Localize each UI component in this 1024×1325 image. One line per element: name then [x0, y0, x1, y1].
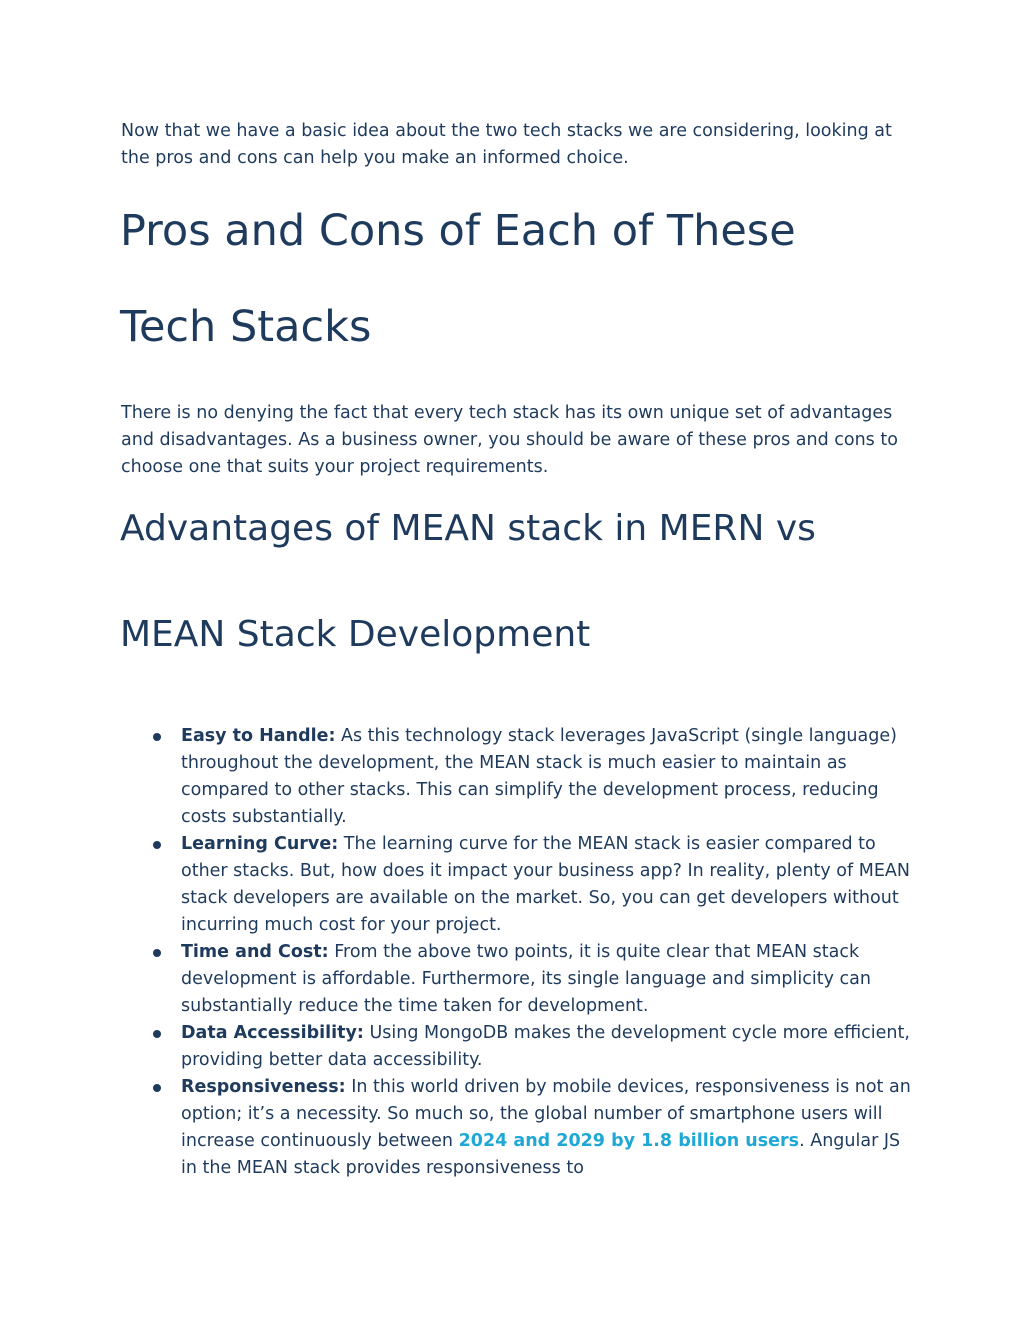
list-item-title: Learning Curve:	[181, 834, 339, 854]
list-item-data-accessibility	[121, 1020, 911, 1074]
list-item-text: In this world driven by mobile devices, responsiveness is not an option; it’s a necessity. So much so, the global number of smartphone users will increase continuously between	[181, 1077, 911, 1151]
list-item-text: Using MongoDB makes the development cycle more efficient, providing better data accessibility.	[181, 1023, 910, 1070]
bullet-icon	[153, 841, 161, 849]
list-item-title: Data Accessibility:	[181, 1023, 364, 1043]
main-heading-line-1: Pros and Cons of Each of These	[120, 206, 796, 256]
smartphone-users-link[interactable]: 2024 and 2029 by 1.8 billion users	[458, 1131, 800, 1151]
list-item-text-after: . Angular JS in the MEAN stack provides responsiveness to	[181, 1131, 901, 1178]
list-item-easy-to-handle	[121, 723, 911, 831]
list-item-text: As this technology stack leverages JavaScript (single language) throughout the development, the MEAN stack is much easier to maintain as compared to other stacks. This can simplify the development process, reducing costs substantially.	[181, 726, 897, 827]
list-item-text: The learning curve for the MEAN stack is easier compared to other stacks. But, how does it impact your business app? In reality, plenty of MEAN stack developers are available on the market. So, you can get developers without incurring much cost for your project.	[181, 834, 910, 935]
advantages-list	[121, 723, 911, 1182]
list-item-learning-curve	[121, 831, 911, 939]
main-heading-line-2: Tech Stacks	[120, 302, 372, 352]
list-item-title: Responsiveness:	[181, 1077, 346, 1097]
body-paragraph: There is no denying the fact that every tech stack has its own unique set of advantages and disadvantages. As a business owner, you should be aware of these pros and cons to choose one that suits your project requirements.	[121, 403, 898, 477]
list-item-time-and-cost	[121, 939, 911, 1020]
list-item-responsiveness	[121, 1074, 911, 1182]
bullet-icon	[153, 949, 161, 957]
sub-heading-line-2: MEAN Stack Development	[120, 614, 591, 655]
sub-heading-line-1: Advantages of MEAN stack in MERN vs	[120, 508, 816, 549]
list-item-title: Time and Cost:	[181, 942, 329, 962]
bullet-icon	[153, 733, 161, 741]
bullet-icon	[153, 1030, 161, 1038]
list-item-text: From the above two points, it is quite clear that MEAN stack development is affordable. Furthermore, its single language and simplicity can substantially reduce the time taken for development.	[181, 942, 871, 1016]
intro-paragraph: Now that we have a basic idea about the two tech stacks we are considering, looking at the pros and cons can help you make an informed choice.	[121, 121, 892, 168]
bullet-icon	[153, 1084, 161, 1092]
list-item-title: Easy to Handle:	[181, 726, 336, 746]
